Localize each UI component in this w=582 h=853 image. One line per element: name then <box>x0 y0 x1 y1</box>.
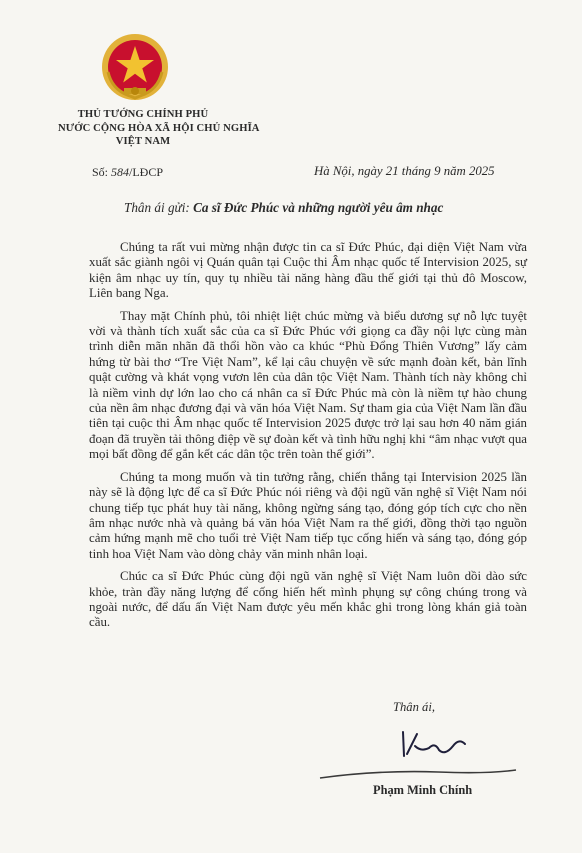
document-number-suffix: /LĐCP <box>129 165 164 179</box>
issuer-line-3: VIỆT NAM <box>115 136 171 148</box>
document-number-label: Số: <box>92 165 109 179</box>
issuer-header <box>58 108 260 149</box>
signer-name: Phạm Minh Chính <box>373 783 473 797</box>
handwritten-signature <box>395 726 475 762</box>
body-paragraph: Chúng ta mong muốn và tin tưởng rằng, chiến thắng tại Intervision 2025 lần này sẽ là động lực để ca sĩ Đức Phúc nói riêng và đội ngũ văn nghệ sĩ Việt Nam nói chung tiếp tục phát huy tài năng, không ngừng sáng tạo, đóng góp tích cực cho nền âm nhạc nước nhà và quảng bá văn hóa Việt Nam ra thế giới, đồng thời tạo nguồn cảm hứng mạnh mẽ cho tuổi trẻ Việt Nam tiếp tục cống hiến và sáng tạo, đóng góp tinh hoa Việt Nam vào dòng chảy văn minh nhân loại. <box>89 469 527 561</box>
salutation <box>124 200 443 216</box>
closing-phrase: Thân ái, <box>393 700 435 714</box>
salutation-recipient: Ca sĩ Đức Phúc và những người yêu âm nhạc <box>193 200 444 215</box>
salutation-label: Thân ái gửi: <box>124 200 190 215</box>
letter-body <box>89 240 527 638</box>
body-paragraph: Thay mặt Chính phủ, tôi nhiệt liệt chúc mừng và biểu dương sự nỗ lực tuyệt vời và thành tích xuất sắc của ca sĩ Đức Phúc với giọng ca đầy nội lực cùng màn trình diễn mãn nhãn đã thổi hồn vào ca khúc “Phù Đổng Thiên Vương” lấy cảm hứng từ bài thơ “Tre Việt Nam”, kể lại câu chuyện về sức mạnh đoàn kết, bản lĩnh quật cường và khát vọng vươn lên của dân tộc Việt Nam. Thành tích này không chỉ là niềm vinh dự lớn lao cho cá nhân ca sĩ Đức Phúc mà còn là niềm tự hào chung của nền âm nhạc đương đại và văn hóa Việt Nam. Sự tham gia của Việt Nam lần đầu tiên tại cuộc thi Âm nhạc quốc tế Intervision 2025 được trở lại sau hơn 40 năm gián đoạn đã truyền tải thông điệp về sự đoàn kết và tình hữu nghị khi “âm nhạc vượt qua mọi bất đồng để gắn kết các dân tộc trên toàn thế giới”. <box>89 308 527 462</box>
national-emblem-icon <box>100 32 170 102</box>
document-date: Hà Nội, ngày 21 tháng 9 năm 2025 <box>314 164 495 178</box>
body-paragraph: Chúc ca sĩ Đức Phúc cùng đội ngũ văn nghệ sĩ Việt Nam luôn dồi dào sức khỏe, tràn đầy năng lượng để cống hiến hết mình phụng sự công chúng trong và ngoài nước, để dấu ấn Việt Nam được yêu mến khắc ghi trong lòng khán giả toàn cầu. <box>89 569 527 630</box>
signature-stroke <box>318 766 518 782</box>
issuer-line-2: NƯỚC CỘNG HÒA XÃ HỘI CHỦ NGHĨA <box>58 122 260 134</box>
document-number-value: 584 <box>111 165 130 179</box>
body-paragraph: Chúng ta rất vui mừng nhận được tin ca sĩ Đức Phúc, đại diện Việt Nam vừa xuất sắc giành ngôi vị Quán quân tại Cuộc thi Âm nhạc quốc tế Intervision 2025, sự kiện âm nhạc uy tín, quy tụ nhiều tài năng hàng đầu thế giới tại thủ đô Moscow, Liên bang Nga. <box>89 240 527 301</box>
issuer-line-1: THỦ TƯỚNG CHÍNH PHỦ <box>77 109 209 120</box>
document-number <box>92 165 163 180</box>
